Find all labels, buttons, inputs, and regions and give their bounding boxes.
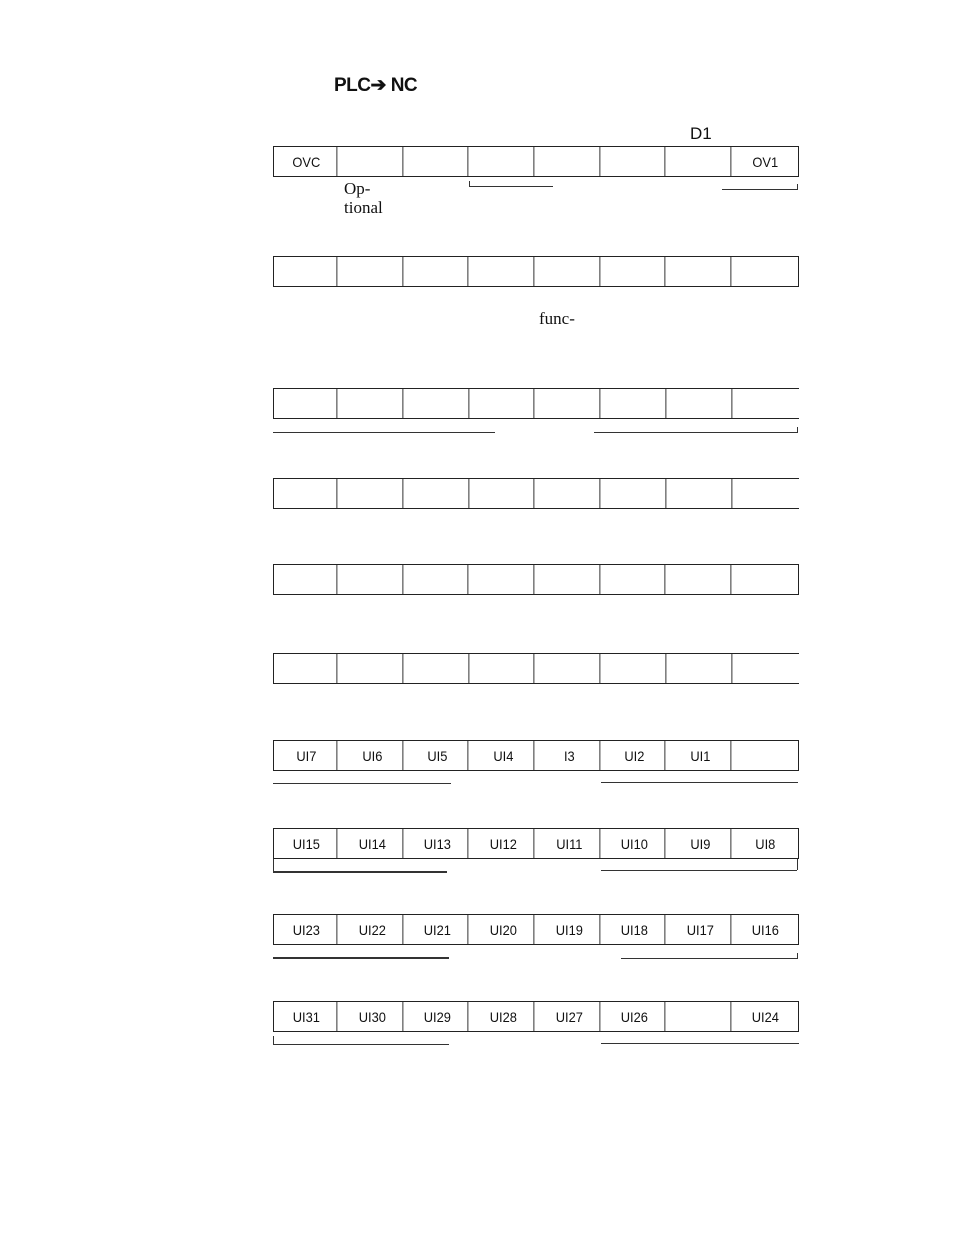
bit-cell bbox=[342, 479, 402, 508]
bit-cell bbox=[342, 147, 402, 176]
bit-cell: UI16 bbox=[752, 921, 780, 938]
bit-cell: UI13 bbox=[408, 829, 468, 858]
bit-cell bbox=[277, 654, 337, 683]
bit-cell bbox=[342, 565, 402, 594]
bracket-tick bbox=[797, 953, 798, 958]
bit-label: D1 bbox=[690, 124, 712, 143]
bit-cell bbox=[539, 257, 599, 286]
bit-cell: UI31 bbox=[277, 1002, 337, 1031]
bracket-line bbox=[594, 432, 798, 433]
bit-cell bbox=[670, 565, 730, 594]
register-row-7 bbox=[273, 828, 799, 859]
bit-cell bbox=[605, 565, 665, 594]
bit-cell: UI20 bbox=[474, 915, 534, 944]
bit-cell bbox=[540, 389, 600, 418]
bracket-line bbox=[273, 783, 451, 784]
bit-cell bbox=[605, 147, 665, 176]
bit-cell bbox=[342, 654, 402, 683]
bit-cell: UI10 bbox=[605, 829, 665, 858]
bit-cell bbox=[671, 479, 731, 508]
bracket-tick bbox=[273, 859, 274, 871]
bit-cell bbox=[474, 257, 534, 286]
bit-cell: UI22 bbox=[342, 915, 402, 944]
bit-cell: UI24 bbox=[752, 1008, 780, 1025]
bit-cell: UI2 bbox=[605, 741, 665, 770]
bit-cell: UI6 bbox=[342, 741, 402, 770]
register-row-8 bbox=[273, 914, 799, 945]
bit-cell: UI23 bbox=[277, 915, 337, 944]
bit-cell: UI1 bbox=[670, 741, 730, 770]
bit-cell: UI4 bbox=[474, 741, 534, 770]
bit-cell bbox=[540, 654, 600, 683]
bracket-tick bbox=[797, 859, 798, 870]
bracket-line bbox=[273, 1044, 449, 1045]
bracket-line bbox=[273, 432, 495, 433]
bit-cell: UI12 bbox=[474, 829, 534, 858]
bit-cell: UI14 bbox=[342, 829, 402, 858]
bit-cell bbox=[736, 257, 795, 286]
bit-cell: I3 bbox=[539, 741, 599, 770]
bit-cell bbox=[474, 654, 534, 683]
bit-cell bbox=[670, 257, 730, 286]
register-row-9 bbox=[273, 1001, 799, 1032]
note-optional-1: Op- bbox=[344, 179, 371, 198]
bracket-line bbox=[469, 186, 553, 187]
bracket-tick bbox=[797, 427, 798, 432]
bit-cell bbox=[736, 565, 795, 594]
bit-cell bbox=[474, 389, 534, 418]
bracket-line bbox=[621, 958, 798, 959]
bit-cell bbox=[277, 479, 337, 508]
register-row-3 bbox=[273, 478, 799, 509]
note-func: func- bbox=[539, 309, 575, 328]
bit-cell: UI11 bbox=[539, 829, 599, 858]
register-row-4 bbox=[273, 564, 799, 595]
bracket-line bbox=[601, 870, 797, 871]
bit-cell: UI19 bbox=[539, 915, 599, 944]
bit-cell bbox=[605, 389, 665, 418]
register-row-2 bbox=[273, 388, 799, 419]
register-row-5 bbox=[273, 653, 799, 684]
bit-cell: UI30 bbox=[342, 1002, 402, 1031]
bit-cell: UI8 bbox=[755, 835, 776, 852]
bit-cell bbox=[540, 479, 600, 508]
bit-cell bbox=[605, 479, 665, 508]
bit-cell bbox=[605, 257, 665, 286]
bit-cell bbox=[539, 565, 599, 594]
bit-cell bbox=[539, 147, 599, 176]
bit-cell: UI18 bbox=[605, 915, 665, 944]
register-row-6 bbox=[273, 740, 799, 771]
bit-cell: UI9 bbox=[670, 829, 730, 858]
bit-cell bbox=[737, 479, 797, 508]
bit-cell bbox=[408, 654, 468, 683]
bit-cell bbox=[737, 389, 797, 418]
bit-cell bbox=[671, 654, 731, 683]
bit-cell bbox=[408, 479, 468, 508]
note-optional-2: tional bbox=[344, 198, 383, 217]
bit-cell: UI28 bbox=[474, 1002, 534, 1031]
bit-cell bbox=[408, 389, 468, 418]
heading: PLC➔ NC bbox=[334, 75, 418, 96]
register-row-0 bbox=[273, 146, 799, 177]
bit-cell bbox=[605, 654, 665, 683]
bit-cell: UI7 bbox=[277, 741, 337, 770]
register-row-1 bbox=[273, 256, 799, 287]
bit-cell bbox=[408, 257, 468, 286]
bit-cell bbox=[277, 565, 337, 594]
bracket-line bbox=[601, 1043, 799, 1044]
bit-cell: OV1 bbox=[752, 153, 779, 170]
bit-cell: UI21 bbox=[408, 915, 468, 944]
bracket-line bbox=[273, 957, 449, 959]
bit-cell bbox=[474, 565, 534, 594]
bit-cell: UI26 bbox=[605, 1002, 665, 1031]
bit-cell: UI15 bbox=[277, 829, 337, 858]
bit-cell: UI27 bbox=[539, 1002, 599, 1031]
bit-cell: UI29 bbox=[408, 1002, 468, 1031]
bit-cell bbox=[670, 1002, 730, 1031]
bracket-line bbox=[273, 871, 447, 873]
bit-cell bbox=[408, 565, 468, 594]
bit-cell bbox=[474, 479, 534, 508]
bit-cell: OVC bbox=[277, 147, 337, 176]
bit-cell bbox=[277, 257, 337, 286]
bit-cell: UI17 bbox=[670, 915, 730, 944]
bit-cell bbox=[342, 257, 402, 286]
bit-cell: UI5 bbox=[408, 741, 468, 770]
bit-cell bbox=[277, 389, 337, 418]
bracket-tick bbox=[273, 1036, 274, 1044]
bit-cell bbox=[671, 389, 731, 418]
bit-cell bbox=[474, 147, 534, 176]
bit-cell bbox=[408, 147, 468, 176]
bit-cell bbox=[737, 654, 797, 683]
bracket-line bbox=[722, 189, 798, 190]
bracket-line bbox=[601, 782, 798, 783]
bracket-tick bbox=[797, 184, 798, 189]
bit-cell bbox=[670, 147, 730, 176]
bit-cell bbox=[342, 389, 402, 418]
bit-cell bbox=[736, 741, 795, 770]
